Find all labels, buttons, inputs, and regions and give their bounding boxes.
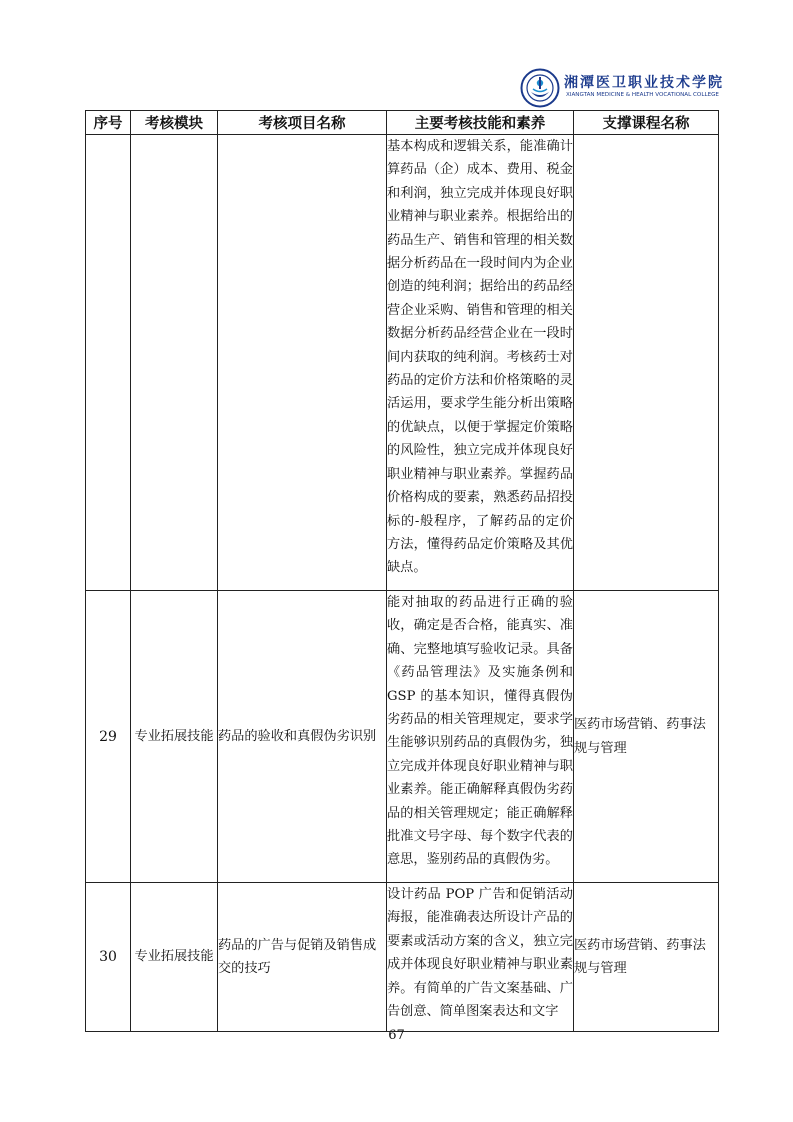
assessment-table (85, 110, 719, 1032)
column-header-no: 序号 (86, 111, 131, 135)
row-item: 药品的验收和真假伪劣识别 (218, 591, 387, 883)
table-row (86, 591, 719, 883)
row-skills: 基本构成和逻辑关系，能准确计算药品（企）成本、费用、税金和利润，独立完成并体现良好职业精神与职业素养。根据给出的药品生产、销售和管理的相关数据分析药品在一段时间内为企业创造的纯利润；据给出的药品经营企业采购、销售和管理的相关数据分析药品经营企业在一段时间内获取的纯利润。考核药士对药品的定价方法和价格策略的灵活运用，要求学生能分析出策略的优缺点，以便于掌握定价策略的风险性，独立完成并体现良好职业精神与职业素养。掌握药品价格构成的要素，熟悉药品招投标的-般程序，了解药品的定价方法，懂得药品定价策略及其优缺点。 (387, 135, 574, 591)
row-item: 药品的广告与促销及销售成交的技巧 (218, 883, 387, 1032)
college-emblem-icon (520, 68, 560, 108)
column-header-module: 考核模块 (131, 111, 218, 135)
column-header-course: 支撑课程名称 (574, 111, 719, 135)
table-row (86, 883, 719, 1032)
column-header-item: 考核项目名称 (218, 111, 387, 135)
college-logo (520, 68, 725, 108)
row-item (218, 135, 387, 591)
row-module: 专业拓展技能 (131, 883, 218, 1032)
page-number: 67 (388, 1028, 405, 1043)
row-number: 30 (86, 883, 131, 1032)
row-module: 专业拓展技能 (131, 591, 218, 883)
row-module (131, 135, 218, 591)
column-header-skills: 主要考核技能和素养 (387, 111, 574, 135)
row-course: 医药市场营销、药事法规与管理 (574, 591, 719, 883)
row-skills: 能对抽取的药品进行正确的验收，确定是否合格，能真实、准确、完整地填写验收记录。具备《药品管理法》及实施条例和 GSP 的基本知识，懂得真假伪劣药品的相关管理规定，要求学生能够识别药品的真假伪劣，独立完成并体现良好职业精神与职业素养。能正确解释真假伪劣药品的相关管理规定；能正确解释批准文号字母、每个数字代表的意思，鉴别药品的真假伪劣。 (387, 591, 574, 883)
table-header-row (86, 111, 719, 135)
row-number: 29 (86, 591, 131, 883)
table-row (86, 135, 719, 591)
row-skills: 设计药品 POP 广告和促销活动海报，能准确表达所设计产品的要素或活动方案的含义，独立完成并体现良好职业精神与职业素养。有简单的广告文案基础、广告创意、简单图案表达和文字 (387, 883, 574, 1032)
row-number (86, 135, 131, 591)
row-course (574, 135, 719, 591)
row-course: 医药市场营销、药事法规与管理 (574, 883, 719, 1032)
college-name: 湘潭医卫职业技术学院 (564, 75, 724, 91)
college-name-en: XIANGTAN MEDICINE & HEALTH VOCATIONAL COLLEGE (566, 92, 719, 98)
